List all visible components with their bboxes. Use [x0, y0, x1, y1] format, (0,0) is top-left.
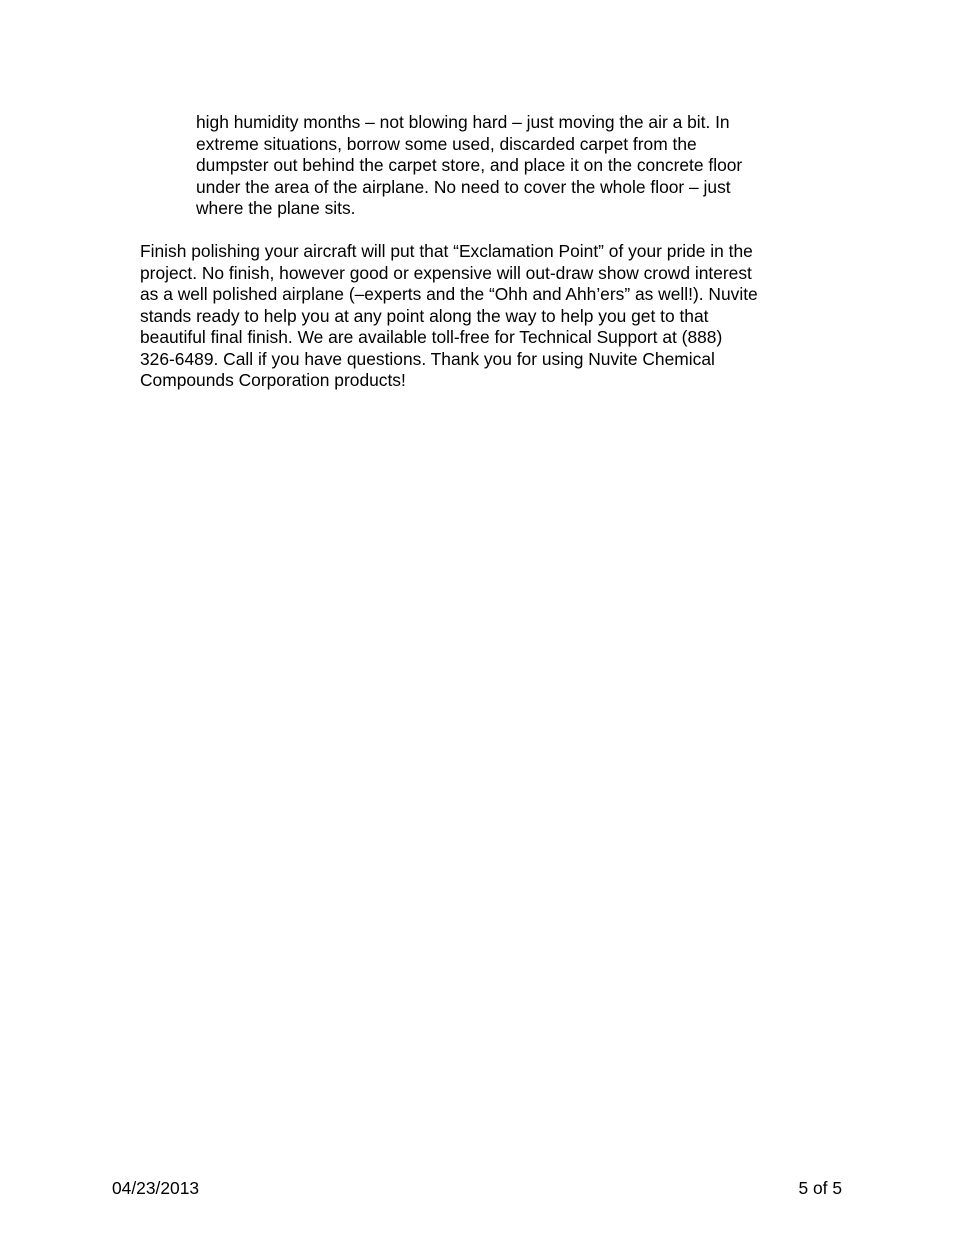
paragraph-line: 326-6489. Call if you have questions. Thank you for using Nuvite Chemical — [140, 348, 715, 369]
paragraph-line: as a well polished airplane (–experts and the “Ohh and Ahh’ers” as well!). Nuvite — [140, 284, 758, 304]
paragraph-line: where the plane sits. — [196, 198, 356, 218]
paragraph-line: dumpster out behind the carpet store, and place it on the concrete floor — [196, 155, 743, 175]
paragraph-line: project. No finish, however good or expensive will out-draw show crowd interest — [140, 262, 752, 283]
footer-date: 04/23/2013 — [112, 1178, 200, 1198]
paragraph-line: Finish polishing your aircraft will put that “Exclamation Point” of your pride in the — [140, 241, 753, 261]
paragraph-line: under the area of the airplane. No need to cover the whole floor – just — [196, 176, 731, 197]
paragraph-line: beautiful final finish. We are available toll-free for Technical Support at (888) — [140, 327, 723, 347]
paragraph-line: Compounds Corporation products! — [140, 370, 406, 390]
paragraph-line: extreme situations, borrow some used, discarded carpet from the — [196, 133, 697, 154]
paragraph-line: stands ready to help you at any point along the way to help you get to that — [140, 305, 709, 326]
footer-page-number: 5 of 5 — [798, 1178, 842, 1198]
paragraph-line: high humidity months – not blowing hard – just moving the air a bit. In — [196, 112, 730, 132]
